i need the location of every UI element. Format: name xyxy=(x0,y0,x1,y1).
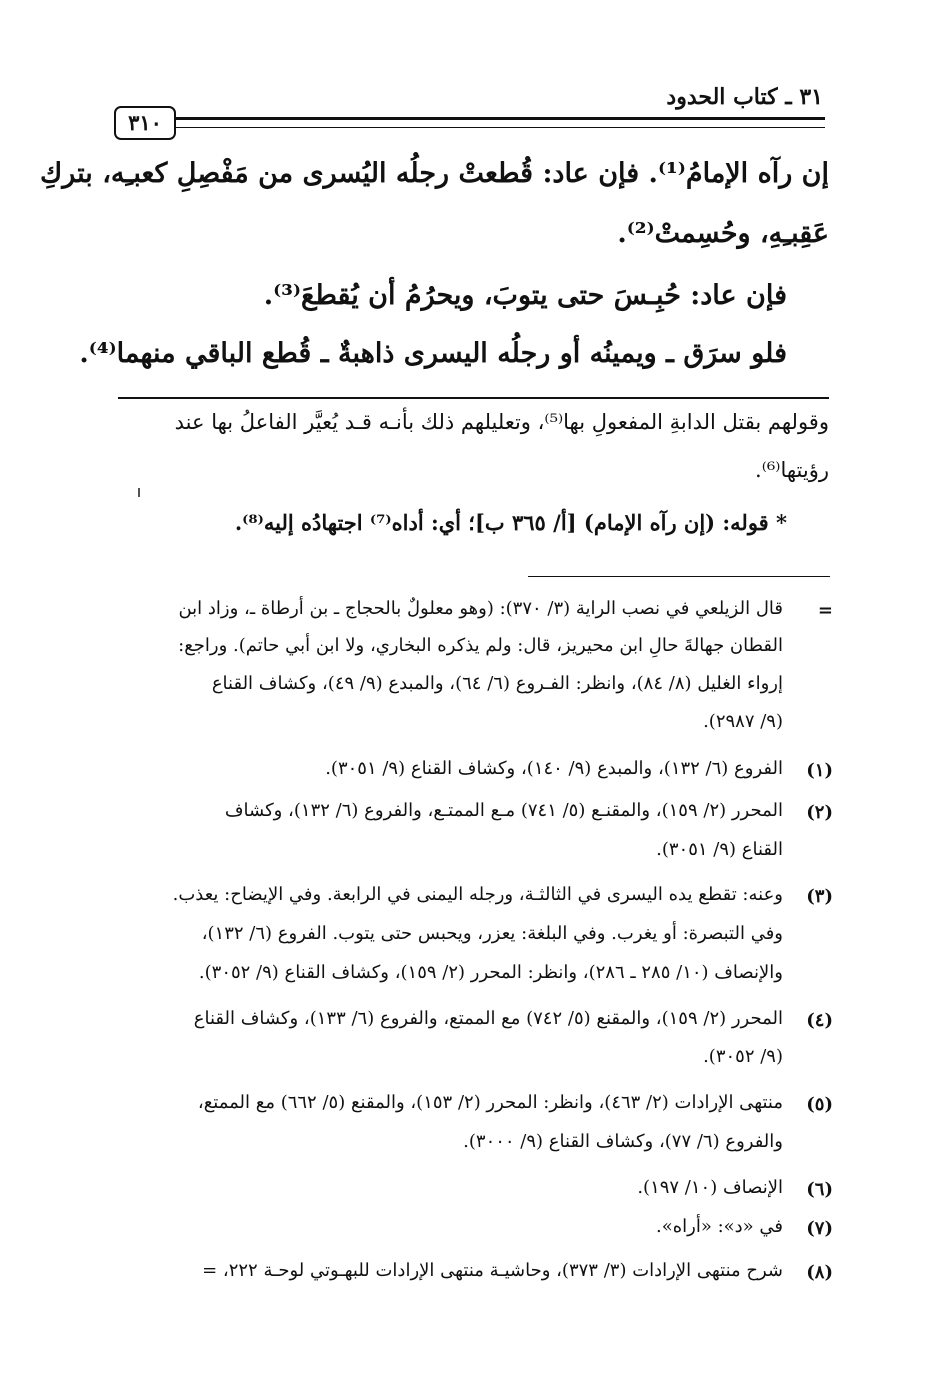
footnote-line: المحرر (٢/ ١٥٩)، والمقنع (٥/ ٧٤٢) مع الممتع، والفروع (٦/ ١٣٣)، وكشاف القناع xyxy=(193,1008,783,1029)
footnote-line: الفروع (٦/ ١٣٢)، والمبدع (٩/ ١٤٠)، وكشاف القناع (٩/ ٣٠٥١). xyxy=(325,758,783,779)
footnote-line: وفي التبصرة: أو يغرب. وفي البلغة: يعزر، ويحبس حتى يتوب. الفروع (٦/ ١٣٢)، xyxy=(201,923,783,944)
page-number: ٣١٠ xyxy=(114,106,176,140)
header-rule xyxy=(175,117,825,128)
main-text-line-3: فإن عاد: حُبِـسَ حتى يتوبَ، ويحرُمُ أن يُقطعَ⁽³⁾. xyxy=(263,280,787,311)
footnote-line: منتهى الإرادات (٢/ ٤٦٣)، وانظر: المحرر (٢/ ١٥٣)، والمقنع (٥/ ٦٦٢) مع الممتع، xyxy=(197,1092,783,1113)
footnote-line: شرح منتهى الإرادات (٣/ ٣٧٣)، وحاشيـة منتهى الإرادات للبهـوتي لوحـة ٢٢٢، = xyxy=(202,1260,783,1281)
footnote-line: المحرر (٢/ ١٥٩)، والمقنـع (٥/ ٧٤١) مـع الممتـع، والفروع (٦/ ١٣٢)، وكشاف xyxy=(224,800,783,821)
print-speck xyxy=(138,488,140,497)
footnote-line: والإنصاف (١٠/ ٢٨٥ ـ ٢٨٦)، وانظر: المحرر (٢/ ١٥٩)، وكشاف القناع (٩/ ٣٠٥٢). xyxy=(198,962,783,983)
footnote-continuation-marker: = xyxy=(817,600,833,621)
footnote-separator xyxy=(528,576,830,577)
footnote-line: القناع (٩/ ٣٠٥١). xyxy=(656,839,783,860)
main-text-line-4: فلو سرَق ـ ويمينُه أو رجلُه اليسرى ذاهبةٌ ـ قُطع الباقي منهما⁽⁴⁾. xyxy=(79,338,787,369)
commentary-line-2: رؤيتها⁽⁶⁾. xyxy=(755,458,829,482)
footnote-line: والفروع (٦/ ٧٧)، وكشاف القناع (٩/ ٣٠٠٠). xyxy=(463,1131,783,1152)
commentary-line-1: وقولهم بقتل الدابةِ المفعولِ بها⁽⁵⁾، وتعليلهم ذلك بأنـه قـد يُعيَّر الفاعلُ بها عند xyxy=(174,410,829,434)
footnote-continued-line: (٩/ ٢٩٨٧). xyxy=(703,711,783,732)
main-text-line-1: إن رآه الإمامُ⁽¹⁾. فإن عاد: قُطعتْ رجلُه اليُسرى من مَفْصِلِ كعبـِه، بتركِ xyxy=(40,158,829,189)
footnote-number: (٢) xyxy=(806,802,833,823)
footnote-continued-line: القطان جهالةَ حالِ ابن محيريز، قال: ولم يذكره البخاري، ولا ابن أبي حاتم). وراجع: xyxy=(178,635,783,656)
footnote-number: (٧) xyxy=(806,1218,833,1239)
footnote-number: (٥) xyxy=(806,1094,833,1115)
footnote-number: (٤) xyxy=(806,1010,833,1031)
footnote-continued-line: قال الزيلعي في نصب الراية (٣/ ٣٧٠): (وهو معلولٌ بالحجاج ـ بن أرطاة ـ، وزاد ابن xyxy=(178,598,783,619)
footnote-number: (٨) xyxy=(806,1262,833,1283)
footnote-number: (٣) xyxy=(806,886,833,907)
footnote-line: في «د»: «أراه». xyxy=(655,1216,783,1237)
footnote-number: (٦) xyxy=(806,1179,833,1200)
footnote-continued-line: إرواء الغليل (٨/ ٨٤)، وانظر: الفـروع (٦/ ٦٤)، والمبدع (٩/ ٤٩)، وكشاف القناع xyxy=(211,673,783,694)
commentary-line-3: * قوله: (إن رآه الإمام) [أ/ ٣٦٥ ب]؛ أي: أداه⁽⁷⁾ اجتهادُه إليه⁽⁸⁾. xyxy=(234,510,787,535)
footnote-number: (١) xyxy=(806,760,833,781)
footnote-line: الإنصاف (١٠/ ١٩٧). xyxy=(637,1177,783,1198)
chapter-title: ٣١ ـ كتاب الحدود xyxy=(666,84,823,110)
main-text-line-2: عَقِبـِهِ، وحُسِمتْ⁽²⁾. xyxy=(617,218,829,249)
footnote-line: وعنه: تقطع يده اليسرى في الثالثـة، ورجله اليمنى في الرابعة. وفي الإيضاح: يعذب. xyxy=(172,884,783,905)
section-divider xyxy=(118,397,829,399)
footnote-line: (٩/ ٣٠٥٢). xyxy=(703,1046,783,1067)
